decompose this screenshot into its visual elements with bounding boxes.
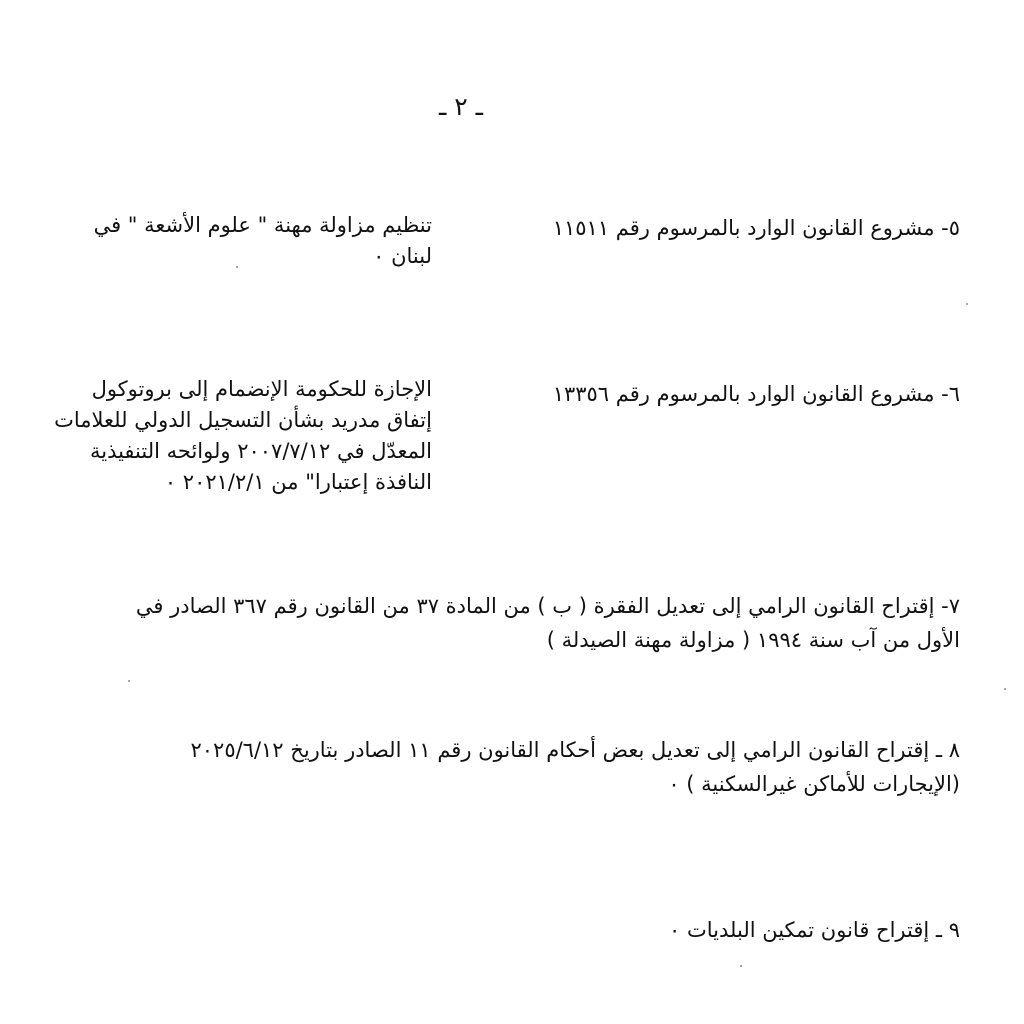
agenda-item-6-description bbox=[54, 374, 432, 498]
description-line: لبنان ٠ bbox=[373, 244, 432, 268]
page-number: ـ ٢ ـ bbox=[439, 92, 483, 121]
description-line: الإجازة للحكومة الإنضمام إلى بروتوكول bbox=[91, 377, 432, 401]
agenda-item-5-description bbox=[94, 210, 432, 272]
agenda-item-6-title: ٦- مشروع القانون الوارد بالمرسوم رقم ١٣٣٥٦ bbox=[552, 382, 960, 406]
scan-speck bbox=[1004, 688, 1006, 690]
agenda-item-8-line: (الإيجارات للأماكن غيرالسكنية ) ٠ bbox=[668, 772, 960, 796]
scan-speck bbox=[740, 965, 742, 967]
description-line: النافذة إعتبارا" من ٢٠٢١/٢/١ ٠ bbox=[164, 470, 432, 494]
agenda-item-8 bbox=[190, 733, 960, 801]
agenda-item-7-line: ٧- إقتراح القانون الرامي إلى تعديل الفقرة ( ب ) من المادة ٣٧ من القانون رقم ٣٦٧ الصادر في bbox=[135, 594, 960, 618]
agenda-item-7 bbox=[136, 589, 960, 657]
scan-speck bbox=[236, 266, 238, 268]
agenda-item-7-line: الأول من آب سنة ١٩٩٤ ( مزاولة مهنة الصيدلة ) bbox=[546, 628, 960, 652]
agenda-item-6 bbox=[553, 378, 960, 410]
scan-speck bbox=[966, 303, 968, 305]
description-line: إتفاق مدريد بشأن التسجيل الدولي للعلامات bbox=[54, 408, 432, 432]
description-line: تنظيم مزاولة مهنة " علوم الأشعة " في bbox=[93, 213, 432, 237]
agenda-item-8-line: ٨ ـ إقتراح القانون الرامي إلى تعديل بعض أحكام القانون رقم ١١ الصادر بتاريخ ٢٠٢٥/٦/١٢ bbox=[190, 738, 960, 762]
agenda-item-9 bbox=[669, 914, 960, 946]
agenda-item-9-line: ٩ ـ إقتراح قانون تمكين البلديات ٠ bbox=[669, 918, 960, 942]
agenda-item-5 bbox=[553, 212, 960, 244]
description-line: المعدّل في ٢٠٠٧/٧/١٢ ولوائحه التنفيذية bbox=[89, 439, 432, 463]
agenda-item-5-title: ٥- مشروع القانون الوارد بالمرسوم رقم ١١٥١١ bbox=[552, 216, 960, 240]
scan-speck bbox=[128, 680, 130, 682]
